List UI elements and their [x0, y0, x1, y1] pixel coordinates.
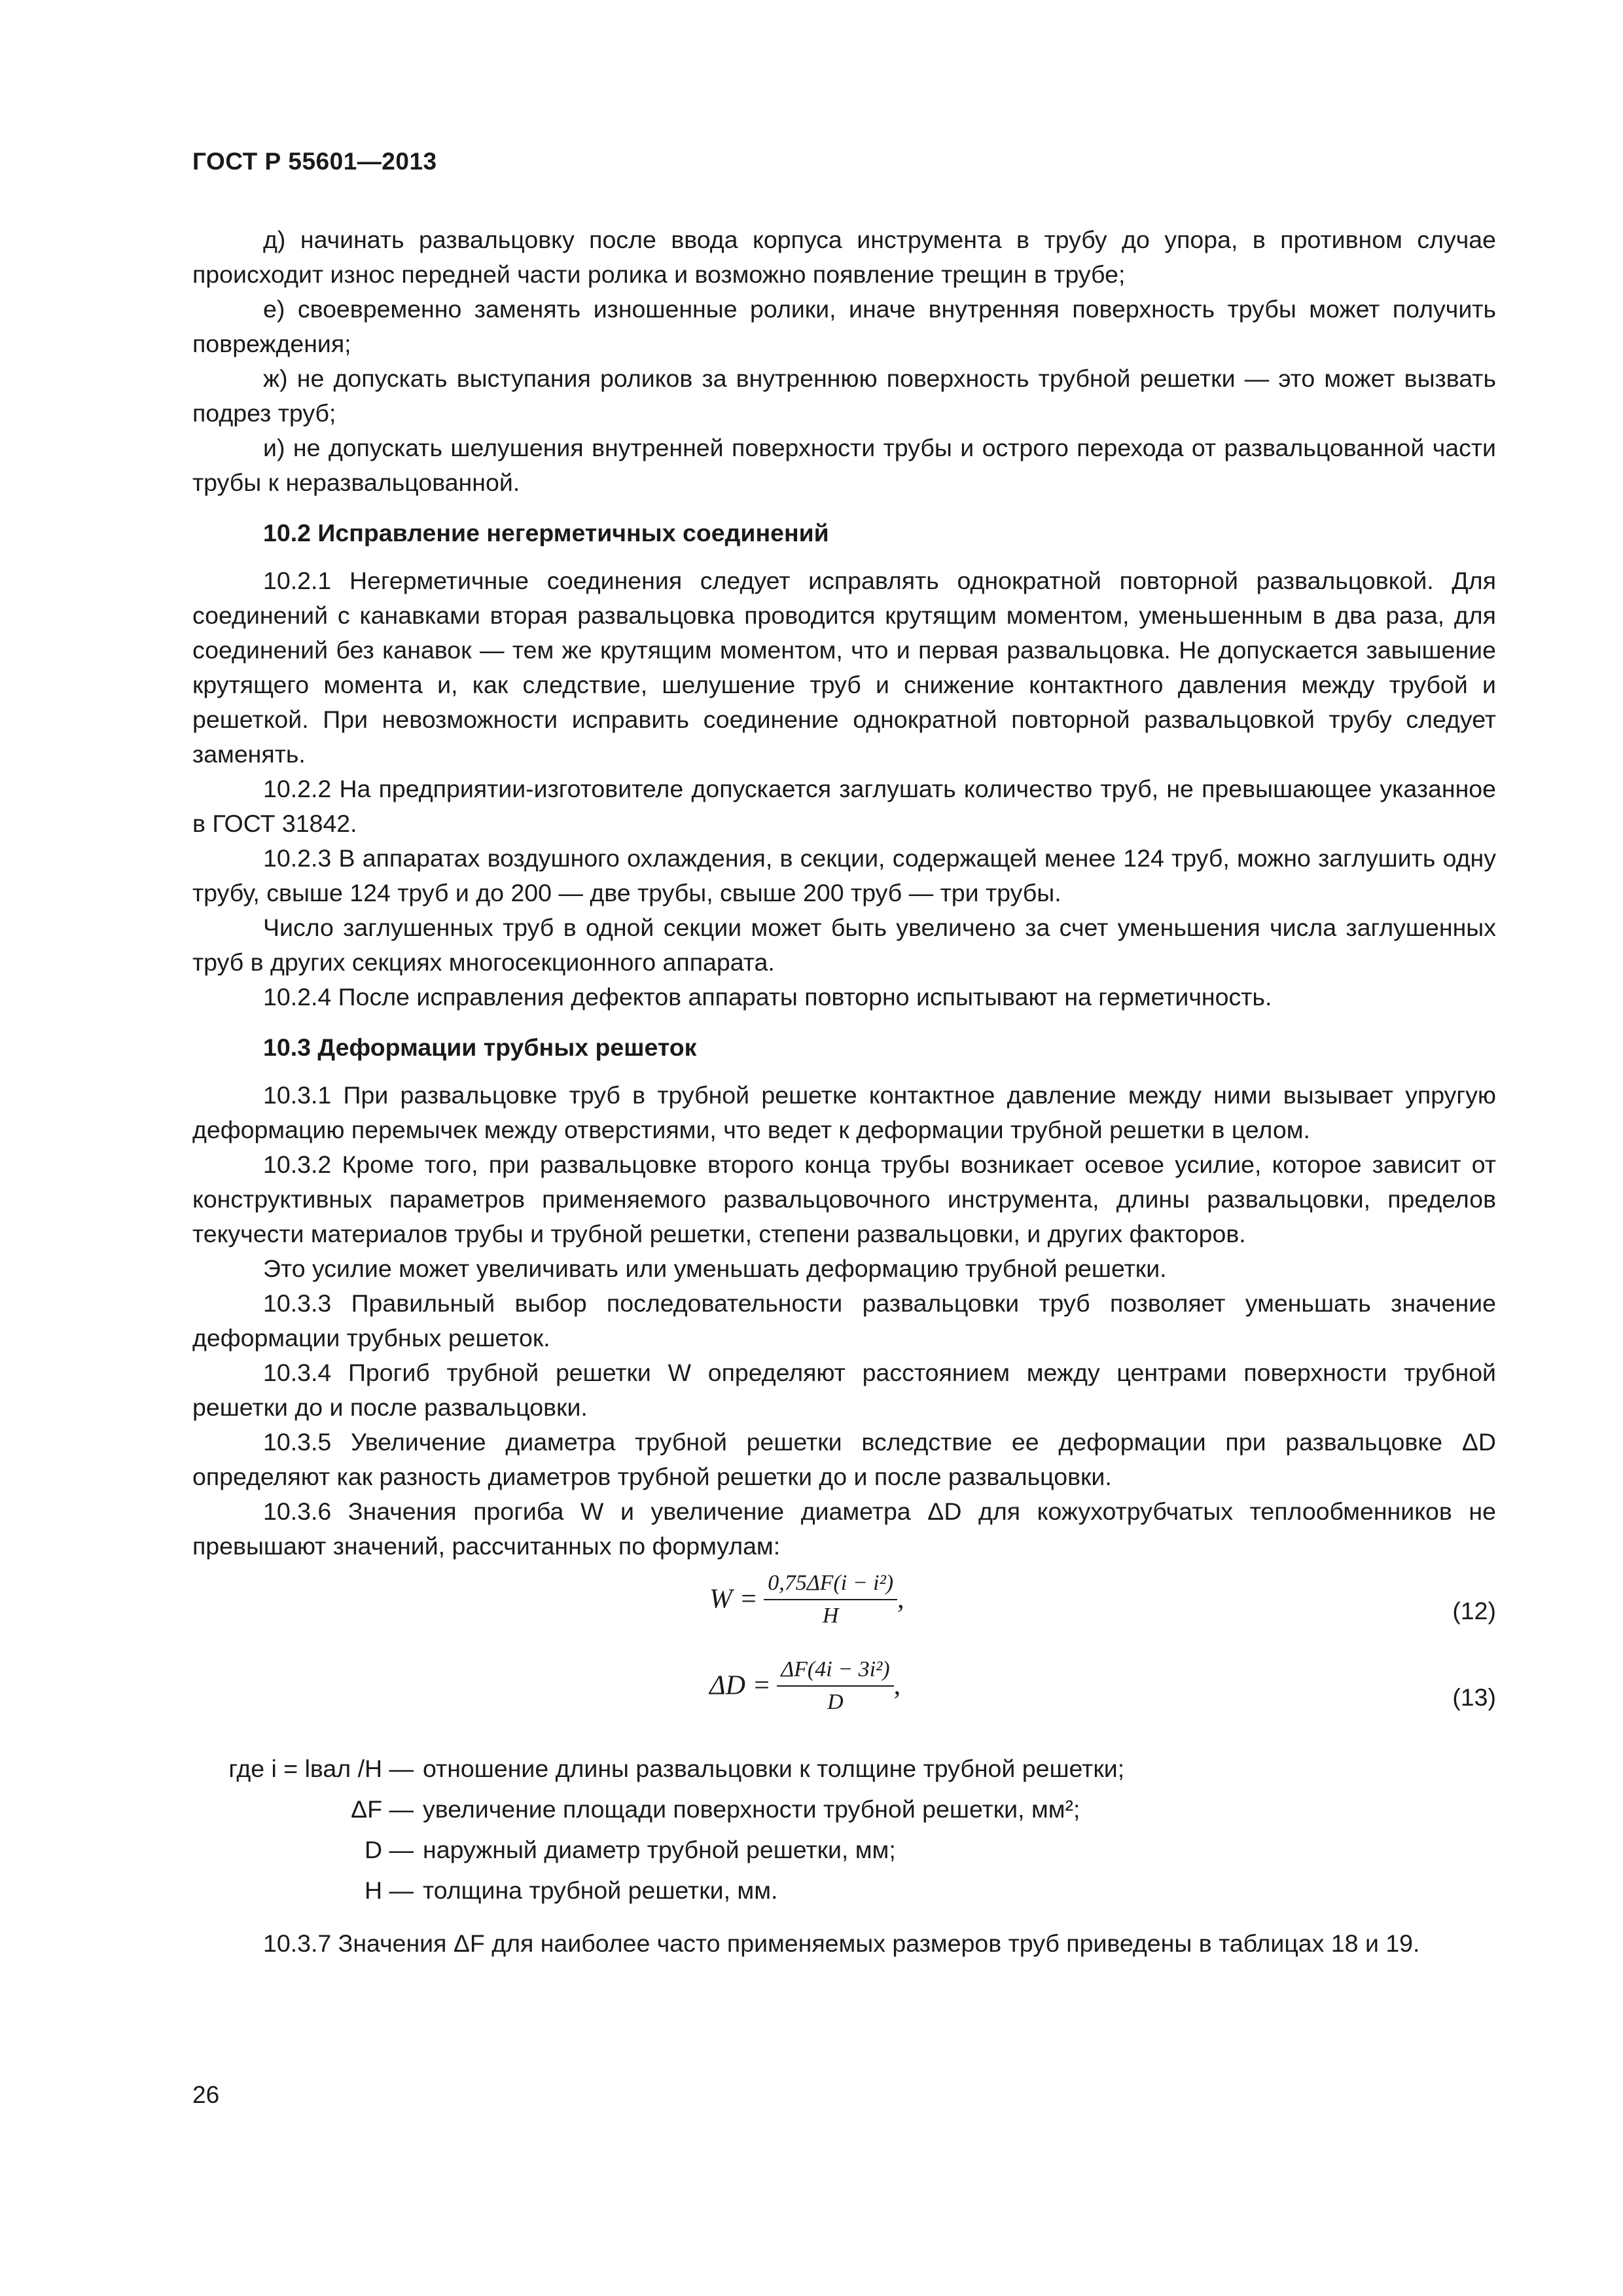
paragraph: 10.2.4 После исправления дефектов аппараты повторно испытывают на герметичность.	[263, 983, 1272, 1011]
paragraph: и) не допускать шелушения внутренней поверхности трубы и острого перехода от развальцованной части трубы к неразвальцованной.	[192, 434, 1496, 496]
formula-fraction	[777, 1655, 893, 1717]
page-number: 26	[192, 2081, 220, 2108]
paragraph: Это усилие может увеличивать или уменьшать деформацию трубной решетки.	[263, 1255, 1167, 1282]
paragraph: е) своевременно заменять изношенные ролики, иначе внутренняя поверхность трубы может получить повреждения;	[192, 295, 1496, 357]
paragraph: Число заглушенных труб в одной секции может быть увеличено за счет уменьшения числа заглушенных труб в других секциях многосекционного аппарата.	[192, 914, 1496, 976]
legend-row	[192, 1748, 1496, 1789]
legend-key: где i = lвал /H —	[228, 1754, 414, 1782]
formula-fraction	[764, 1569, 897, 1630]
paragraph: 10.2.1 Негерметичные соединения следует исправлять однократной повторной развальцовкой. Для соединений с канавками вторая развальцовка проводится крутящим моментом, уменьшенным в два раза, для соединений без канавок — тем же крутящим моментом, что и первая развальцовка. Не допускается завышение крутящего момента и, как следствие, шелушение труб и снижение контактного давления между трубой и решеткой. При невозможности исправить соединение однократной повторной развальцовкой трубу следует заменять.	[192, 567, 1496, 768]
legend-key: H —	[365, 1876, 414, 1904]
legend-desc: увеличение площади поверхности трубной решетки, мм²;	[423, 1795, 1080, 1823]
paragraph: 10.3.2 Кроме того, при развальцовке второго конца трубы возникает осевое усилие, которое зависит от конструктивных параметров применяемого развальцовочного инструмента, длины развальцовки, пределов текучести материалов трубы и трубной решетки, степени развальцовки, и других факторов.	[192, 1151, 1496, 1247]
legend-row	[192, 1789, 1496, 1829]
formula-numerator: 0,75ΔF(i − i²)	[764, 1569, 897, 1600]
paragraph: 10.3.1 При развальцовке труб в трубной решетке контактное давление между ними вызывает упругую деформацию перемычек между отверстиями, что ведет к деформации трубной решетки в целом.	[192, 1081, 1496, 1143]
formula-number: (13)	[1452, 1683, 1496, 1711]
legend-desc: толщина трубной решетки, мм.	[423, 1876, 778, 1904]
formula-expression: W = $\frac{\text{0,75ΔF(i − i²)}}{H}$ ,	[709, 1569, 904, 1630]
legend-key: ΔF —	[351, 1795, 414, 1823]
formula-legend	[192, 1748, 1496, 1910]
paragraph: 10.3.7 Значения ΔF для наиболее часто применяемых размеров труб приведены в таблицах 18 и 19.	[263, 1929, 1420, 1957]
document-header: ГОСТ Р 55601—2013	[192, 148, 437, 175]
document-body	[192, 223, 1496, 1961]
paragraph: 10.2.3 В аппаратах воздушного охлаждения, в секции, содержащей менее 124 труб, можно заглушить одну трубу, свыше 124 труб и до 200 — две трубы, свыше 200 труб — три трубы.	[192, 844, 1496, 906]
legend-key: D —	[365, 1835, 414, 1863]
paragraph: 10.2.2 На предприятии-изготовителе допускается заглушать количество труб, не превышающее указанное в ГОСТ 31842.	[192, 775, 1496, 837]
paragraph: 10.3.5 Увеличение диаметра трубной решетки вследствие ее деформации при развальцовке ΔD определяют как разность диаметров трубной решетки до и после развальцовки.	[192, 1428, 1496, 1490]
section-heading: 10.3 Деформации трубных решеток	[263, 1033, 697, 1061]
formula-denominator: D	[827, 1690, 844, 1714]
section-heading: 10.2 Исправление негерметичных соединений	[263, 519, 829, 547]
formula-number: (12)	[1452, 1597, 1496, 1624]
formula-numerator: ΔF(4i − 3i²)	[777, 1655, 893, 1687]
legend-desc: наружный диаметр трубной решетки, мм;	[423, 1835, 896, 1863]
paragraph: 10.3.3 Правильный выбор последовательности развальцовки труб позволяет уменьшать значение деформации трубных решеток.	[192, 1289, 1496, 1352]
formula-expression: ΔD = $\frac{\text{ΔF(4i − 3i²)}}{D}$ ,	[709, 1655, 901, 1717]
formula-12	[192, 1569, 1496, 1655]
paragraph: 10.3.6 Значения прогиба W и увеличение диаметра ΔD для кожухотрубчатых теплообменников не превышают значений, рассчитанных по формулам:	[192, 1498, 1496, 1560]
paragraph: д) начинать развальцовку после ввода корпуса инструмента в трубу до упора, в противном случае происходит износ передней части ролика и возможно появление трещин в трубе;	[192, 226, 1496, 288]
legend-desc: отношение длины развальцовки к толщине трубной решетки;	[423, 1754, 1125, 1782]
paragraph: 10.3.4 Прогиб трубной решетки W определяют расстоянием между центрами поверхности трубной решетки до и после развальцовки.	[192, 1359, 1496, 1421]
formula-lhs: ΔD =	[709, 1670, 771, 1701]
legend-row	[192, 1870, 1496, 1910]
formula-lhs: W =	[709, 1584, 758, 1615]
formula-denominator: H	[822, 1604, 839, 1628]
formula-13	[192, 1655, 1496, 1742]
legend-row	[192, 1829, 1496, 1870]
paragraph: ж) не допускать выступания роликов за внутреннюю поверхность трубной решетки — это может вызвать подрез труб;	[192, 365, 1496, 427]
